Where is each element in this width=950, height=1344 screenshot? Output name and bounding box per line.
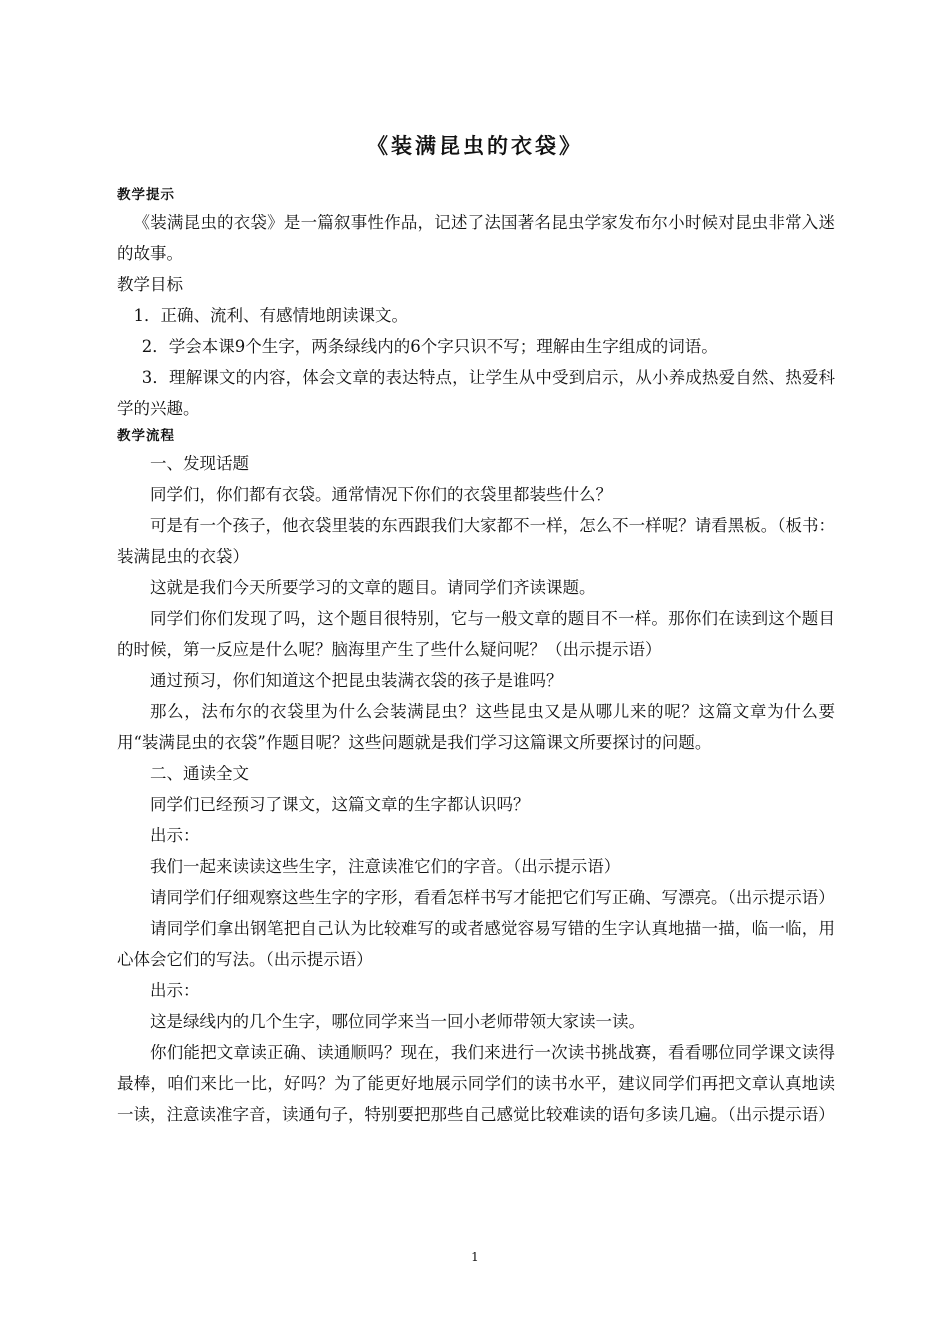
goal-item: 1．正确、流利、有感情地朗读课文。: [133, 306, 408, 325]
process-paragraph: 同学们，你们都有衣袋。通常情况下你们的衣袋里都装些什么？: [150, 485, 612, 504]
tip-paragraph: 《装满昆虫的衣袋》是一篇叙事性作品，记述了法国著名昆虫学家发布尔小时候对昆虫非常入迷的故事。: [117, 213, 835, 263]
process-paragraph: 这是绿线内的几个生字，哪位同学来当一回小老师带领大家读一读。: [150, 1012, 645, 1031]
process-paragraph: 通过预习，你们知道这个把昆虫装满衣袋的孩子是谁吗？: [150, 671, 563, 690]
process-paragraph: 出示：: [150, 981, 200, 1000]
page-number: 1: [471, 1250, 479, 1264]
process-subheading: 一、发现话题: [150, 454, 249, 473]
process-paragraph: 请同学们仔细观察这些生字的字形，看看怎样书写才能把它们写正确、写漂亮。（出示提示语）: [150, 888, 835, 907]
section-heading-goals: 教学目标: [117, 275, 183, 294]
process-paragraph: 这就是我们今天所要学习的文章的题目。请同学们齐读课题。: [150, 578, 596, 597]
goal-item: 3．理解课文的内容，体会文章的表达特点，让学生从中受到启示，从小养成热爱自然、热爱科学的兴趣。: [117, 368, 835, 418]
section-heading-process: 教学流程: [117, 428, 175, 444]
document-title: 《装满昆虫的衣袋》: [367, 133, 583, 158]
process-paragraph: 那么，法布尔的衣袋里为什么会装满昆虫？这些昆虫又是从哪儿来的呢？这篇文章为什么要用“装满昆虫的衣袋”作题目呢？这些问题就是我们学习这篇课文所要探讨的问题。: [117, 702, 835, 752]
process-paragraph: 同学们已经预习了课文，这篇文章的生字都认识吗？: [150, 795, 530, 814]
document-body: [117, 183, 835, 1130]
section-heading-tip: 教学提示: [117, 187, 175, 203]
process-paragraph: 我们一起来读读这些生字，注意读准它们的字音。（出示提示语）: [150, 857, 621, 876]
process-paragraph: 同学们你们发现了吗，这个题目很特别，它与一般文章的题目不一样。那你们在读到这个题目的时候，第一反应是什么呢？脑海里产生了些什么疑问呢？（出示提示语）: [117, 609, 835, 659]
process-paragraph: 请同学们拿出钢笔把自己认为比较难写的或者感觉容易写错的生字认真地描一描，临一临，用心体会它们的写法。（出示提示语）: [117, 919, 835, 969]
process-paragraph: 出示：: [150, 826, 200, 845]
process-paragraph: 可是有一个孩子，他衣袋里装的东西跟我们大家都不一样，怎么不一样呢？请看黑板。（板书：装满昆虫的衣袋）: [117, 516, 835, 566]
goal-item: 2．学会本课9个生字，两条绿线内的6个字只识不写；理解由生字组成的词语。: [141, 337, 718, 356]
process-paragraph: 你们能把文章读正确、读通顺吗？现在，我们来进行一次读书挑战赛，看看哪位同学课文读得最棒，咱们来比一比，好吗？为了能更好地展示同学们的读书水平，建议同学们再把文章认真地读一读，注意读准字音，读通句子，特别要把那些自己感觉比较难读的语句多读几遍。（出示提示语）: [117, 1043, 835, 1124]
process-subheading: 二、通读全文: [150, 764, 249, 783]
